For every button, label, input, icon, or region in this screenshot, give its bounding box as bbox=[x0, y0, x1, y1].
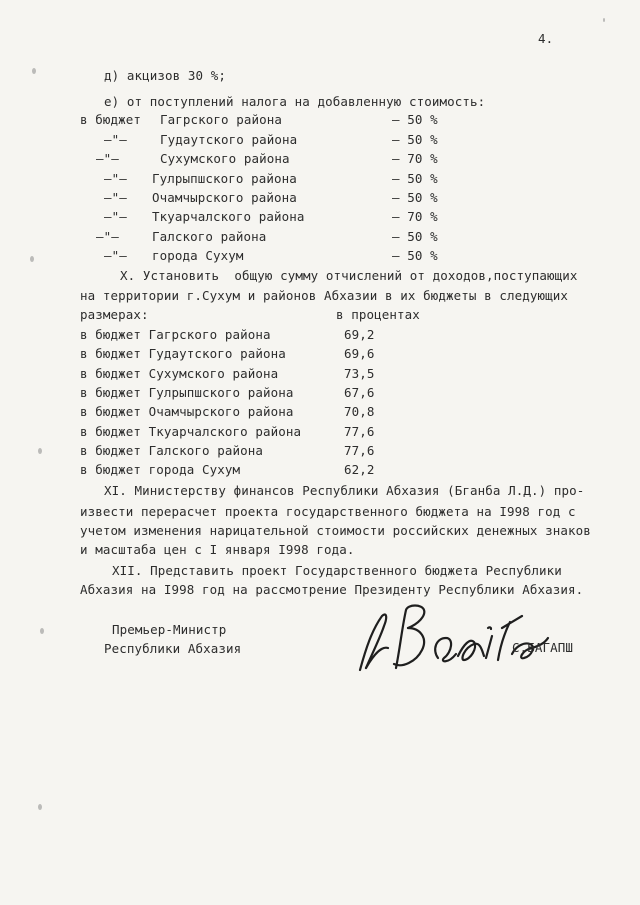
scan-mark bbox=[32, 68, 36, 74]
signatory-title: Республики Абхазия bbox=[104, 641, 242, 656]
section-x-line: размерах: bbox=[80, 307, 149, 322]
budget-row-value: 62,2 bbox=[344, 462, 375, 477]
vat-row-name: Сухумского района bbox=[160, 151, 290, 166]
section-x-line: на территории г.Сухум и районов Абхазии в их бюджеты в следующих bbox=[80, 288, 569, 303]
budget-row-label: в бюджет Ткуарчалского района bbox=[80, 424, 302, 439]
item-d: д) акцизов 30 %; bbox=[104, 68, 227, 83]
budget-row-label: в бюджет Очамчырского района bbox=[80, 404, 294, 419]
vat-row-prefix: в бюджет bbox=[80, 112, 142, 127]
scan-mark bbox=[38, 804, 42, 810]
vat-row-prefix: –"– bbox=[104, 209, 127, 224]
vat-row-value: – 70 % bbox=[392, 151, 438, 166]
scan-mark bbox=[38, 448, 42, 454]
vat-row-prefix: –"– bbox=[96, 151, 119, 166]
budget-row-value: 77,6 bbox=[344, 443, 375, 458]
handwritten-signature bbox=[352, 598, 552, 678]
signatory-title: Премьер-Министр bbox=[112, 622, 227, 637]
budget-row-label: в бюджет Сухумского района bbox=[80, 366, 279, 381]
vat-row-prefix: –"– bbox=[104, 190, 127, 205]
vat-row-value: – 70 % bbox=[392, 209, 438, 224]
vat-row-name: Гулрыпшского района bbox=[152, 171, 297, 186]
budget-row-label: в бюджет города Сухум bbox=[80, 462, 241, 477]
vat-row-prefix: –"– bbox=[104, 132, 127, 147]
scan-mark bbox=[30, 256, 34, 262]
section-xii-line: XII. Представить проект Государственного бюджета Республики bbox=[112, 563, 562, 578]
vat-row-value: – 50 % bbox=[392, 248, 438, 263]
scan-mark bbox=[40, 628, 44, 634]
budget-row-value: 70,8 bbox=[344, 404, 375, 419]
budget-row-value: 77,6 bbox=[344, 424, 375, 439]
signatory-name: С.БАГАПШ bbox=[512, 640, 574, 655]
budget-row-value: 69,6 bbox=[344, 346, 375, 361]
budget-row-label: в бюджет Гагрского района bbox=[80, 327, 271, 342]
budget-row-label: в бюджет Гудаутского района bbox=[80, 346, 286, 361]
vat-row-value: – 50 % bbox=[392, 171, 438, 186]
vat-row-prefix: –"– bbox=[104, 248, 127, 263]
section-xi-line: извести перерасчет проекта государственного бюджета на I998 год с bbox=[80, 504, 576, 519]
vat-row-prefix: –"– bbox=[104, 171, 127, 186]
budget-row-value: 69,2 bbox=[344, 327, 375, 342]
section-xi-line: XI. Министерству финансов Республики Абхазия (Бганба Л.Д.) про- bbox=[104, 483, 585, 498]
percent-header: в процентах bbox=[336, 307, 420, 322]
page-number: 4. bbox=[538, 31, 554, 46]
budget-row-label: в бюджет Галского района bbox=[80, 443, 264, 458]
budget-row-value: 73,5 bbox=[344, 366, 375, 381]
vat-row-prefix: –"– bbox=[96, 229, 119, 244]
vat-row-name: города Сухум bbox=[152, 248, 244, 263]
budget-row-label: в бюджет Гулрыпшского района bbox=[80, 385, 294, 400]
vat-row-name: Ткуарчалского района bbox=[152, 209, 305, 224]
vat-row-value: – 50 % bbox=[392, 190, 438, 205]
section-xi-line: учетом изменения нарицательной стоимости российских денежных знаков bbox=[80, 523, 591, 538]
item-e: е) от поступлений налога на добавленную стоимость: bbox=[104, 94, 486, 109]
vat-row-name: Гагрского района bbox=[160, 112, 283, 127]
vat-row-value: – 50 % bbox=[392, 229, 438, 244]
scan-mark bbox=[603, 18, 605, 22]
budget-row-value: 67,6 bbox=[344, 385, 375, 400]
section-xi-line: и масштаба цен с I января I998 года. bbox=[80, 542, 355, 557]
vat-row-name: Гудаутского района bbox=[160, 132, 298, 147]
vat-row-name: Галского района bbox=[152, 229, 267, 244]
section-xii-line: Абхазия на I998 год на рассмотрение Президенту Республики Абхазия. bbox=[80, 582, 584, 597]
vat-row-value: – 50 % bbox=[392, 112, 438, 127]
section-x-line: Х. Установить общую сумму отчислений от доходов,поступающих bbox=[120, 268, 578, 283]
vat-row-value: – 50 % bbox=[392, 132, 438, 147]
vat-row-name: Очамчырского района bbox=[152, 190, 297, 205]
